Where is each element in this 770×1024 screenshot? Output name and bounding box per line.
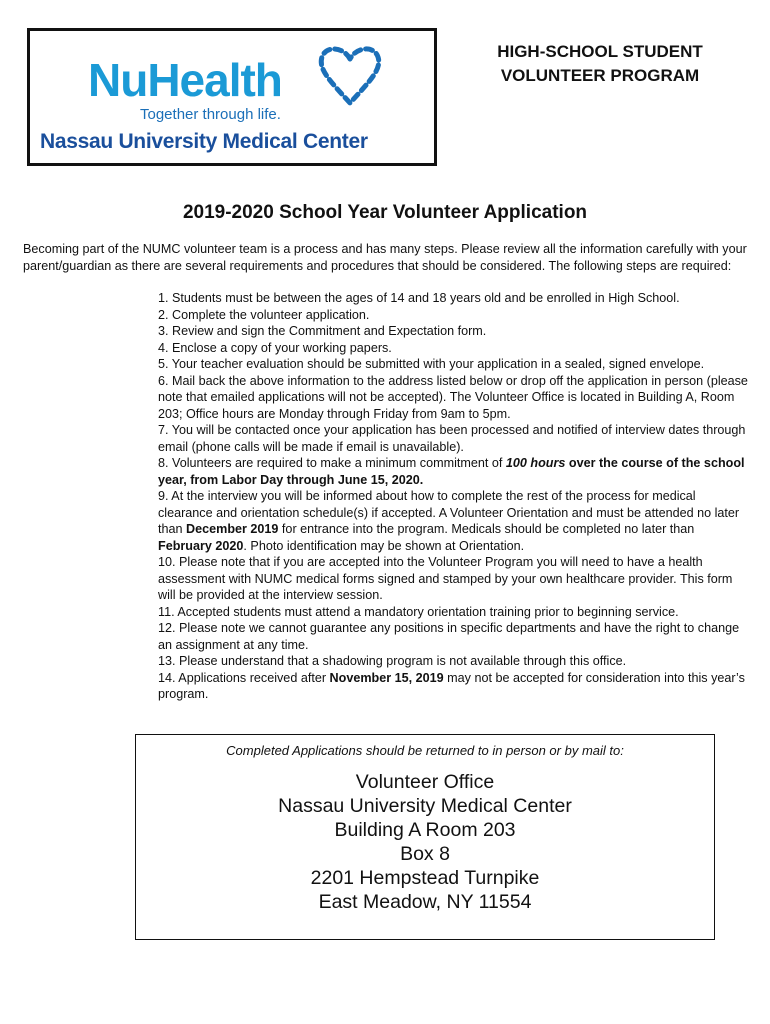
return-instructions: Completed Applications should be returned to in person or by mail to:	[226, 743, 624, 758]
step-item	[158, 620, 750, 653]
program-title	[452, 40, 748, 88]
logo-organization: Nassau University Medical Center	[40, 130, 368, 153]
step-text: 2. Complete the volunteer application.	[158, 307, 370, 322]
step-text: December 2019	[186, 522, 279, 536]
heart-icon	[314, 41, 386, 115]
step-item	[158, 290, 750, 307]
step-text: 9. At the interview you will be informed about how to complete the rest of the process for medical clearance and orientation schedule(s) if accepted. A Volunteer Orientation and must be attended no later than	[158, 489, 740, 536]
step-text: 4. Enclose a copy of your working papers.	[158, 340, 392, 355]
step-text: over the course of the school year, from Labor Day through June 15, 2020.	[158, 456, 745, 487]
step-item	[158, 604, 750, 621]
step-item	[158, 670, 750, 703]
step-text: 6. Mail back the above information to the address listed below or drop off the application in person (please note that emailed applications will not be accepted). The Volunteer Office is located in Building A, Room 203; Office hours are Monday through Friday from 9am to 5pm.	[158, 373, 748, 421]
step-item	[158, 340, 750, 357]
step-text: 13. Please understand that a shadowing program is not available through this office.	[158, 654, 627, 668]
program-title-line: VOLUNTEER PROGRAM	[500, 66, 700, 85]
step-item	[158, 307, 750, 324]
step-text: February 2020	[158, 538, 244, 553]
step-text: 1. Students must be between the ages of 14 and 18 years old and be enrolled in High School.	[158, 291, 680, 305]
return-address-box	[135, 734, 715, 940]
logo-tagline: Together through life.	[140, 106, 281, 123]
step-item	[158, 455, 750, 488]
step-text: may not be accepted for consideration into this year’s program.	[158, 670, 745, 701]
step-item	[158, 653, 750, 670]
step-item	[158, 488, 750, 554]
address-line: East Meadow, NY 11554	[318, 891, 532, 913]
step-text: 7. You will be contacted once your application has been processed and notified of interview dates through email (phone calls will be made if email is unavailable).	[158, 423, 746, 454]
address-line: Volunteer Office	[355, 771, 495, 793]
step-text: 5. Your teacher evaluation should be submitted with your application in a sealed, signed envelope.	[158, 357, 705, 371]
step-text: for entrance into the program. Medicals should be completed no later than	[278, 522, 695, 536]
step-text: 3. Review and sign the Commitment and Expectation form.	[158, 324, 487, 338]
step-item	[158, 422, 750, 455]
steps-list	[158, 290, 750, 703]
step-item	[158, 554, 750, 604]
address-line: 2201 Hempstead Turnpike	[310, 867, 540, 889]
step-text: . Photo identification may be shown at Orientation.	[243, 538, 525, 553]
step-text: 11. Accepted students must attend a mandatory orientation training prior to beginning service.	[158, 604, 679, 619]
application-title: 2019-2020 School Year Volunteer Application	[182, 202, 588, 223]
step-item	[158, 373, 750, 423]
step-text: 12. Please note we cannot guarantee any positions in specific departments and have the right to change an assignment at any time.	[158, 621, 740, 652]
intro-paragraph: Becoming part of the NUMC volunteer team is a process and has many steps. Please review all the information carefully with your parent/guardian as there are several requirements and procedures that should be considered. The following steps are required:	[23, 242, 747, 273]
step-item	[158, 323, 750, 340]
address-line: Box 8	[400, 843, 450, 865]
step-item	[158, 356, 750, 373]
logo-wordmark: NuHealth	[88, 54, 282, 106]
mailing-address	[136, 770, 714, 914]
step-text: 10. Please note that if you are accepted into the Volunteer Program you will need to have a health assessment with NUMC medical forms signed and stamped by your own healthcare provider. This form will be provided at the interview session.	[158, 555, 733, 602]
step-text: 100 hours	[505, 456, 566, 470]
address-line: Nassau University Medical Center	[278, 795, 572, 817]
step-text: November 15, 2019	[329, 670, 444, 685]
nuhealth-logo	[27, 28, 437, 166]
address-line: Building A Room 203	[334, 819, 516, 841]
step-text: 8. Volunteers are required to make a minimum commitment of	[158, 456, 506, 470]
program-title-line: HIGH-SCHOOL STUDENT	[497, 42, 703, 61]
step-text: 14. Applications received after	[158, 670, 330, 685]
